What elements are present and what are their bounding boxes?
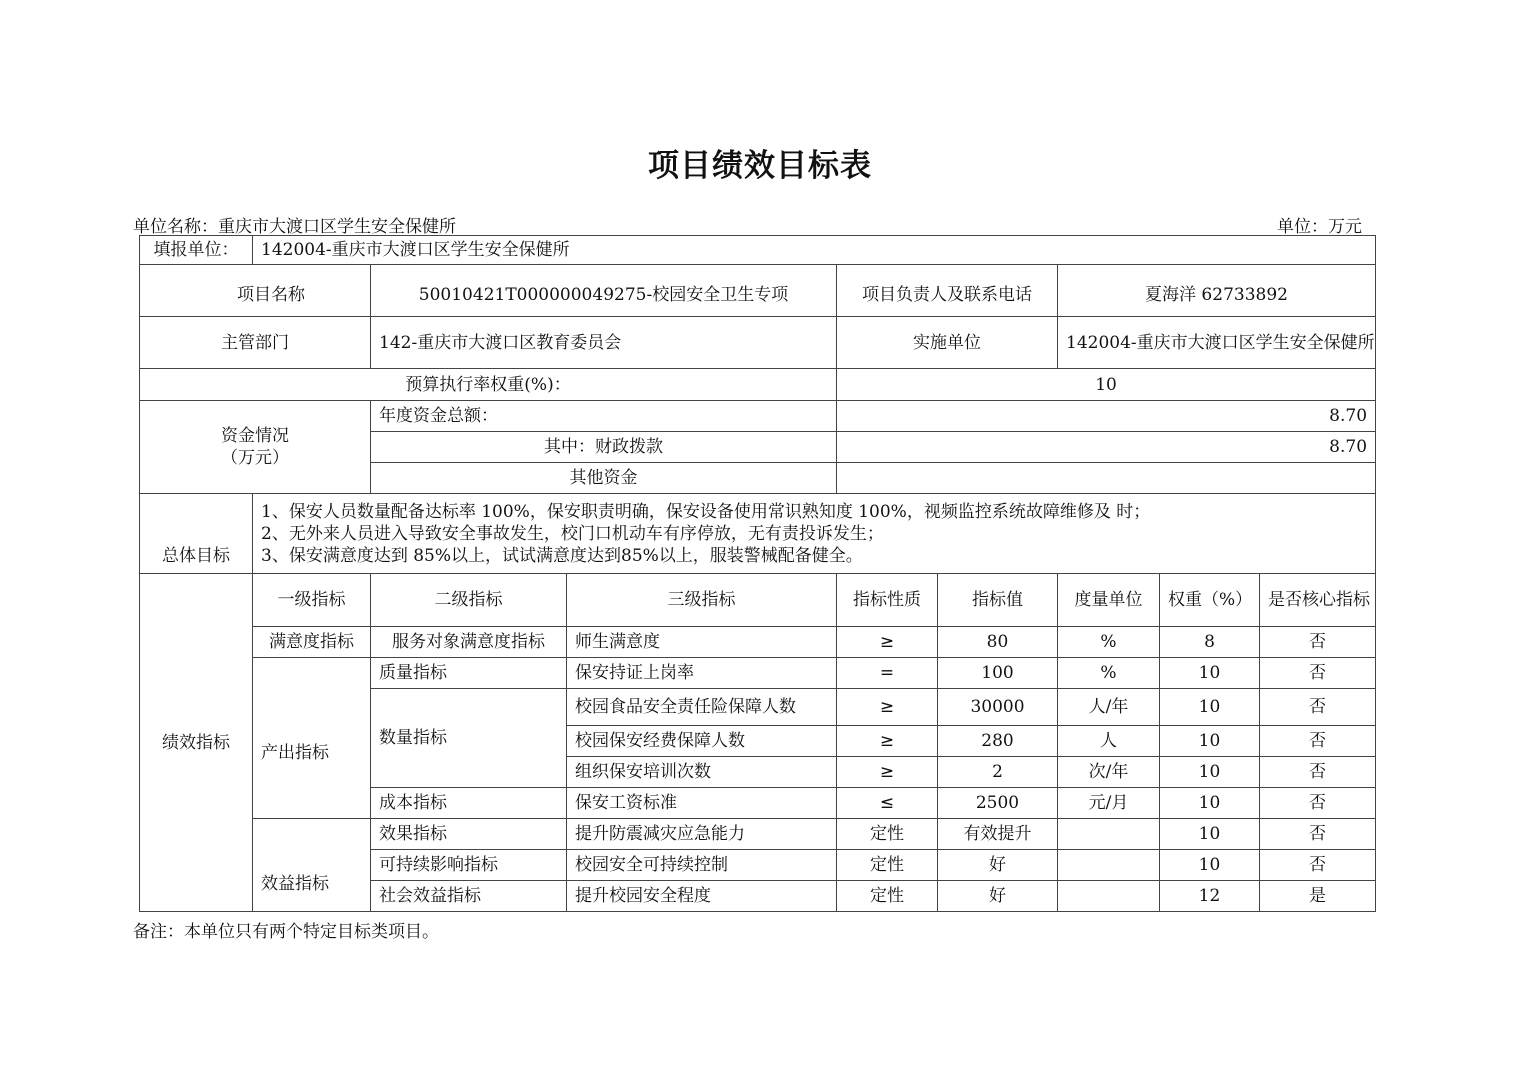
nature-cell: ≤: [837, 788, 938, 819]
level2-social: 社会效益指标: [371, 881, 567, 912]
level3-cell: 校园安全可持续控制: [567, 850, 837, 881]
weight-cell: 10: [1160, 788, 1260, 819]
performance-target-table: [139, 235, 1376, 912]
unit-cell: [1058, 850, 1160, 881]
value-cell: 280: [938, 726, 1058, 757]
dept-row: [140, 317, 1376, 369]
fill-unit-value: 142004-重庆市大渡口区学生安全保健所: [253, 236, 1376, 265]
value-cell: 80: [938, 627, 1058, 658]
impl-unit-value: 142004-重庆市大渡口区学生安全保健所: [1058, 317, 1376, 369]
nature-cell: ≥: [837, 689, 938, 726]
project-name-label: 项目名称: [140, 265, 371, 317]
header-level2: 二级指标: [371, 574, 567, 627]
value-cell: 好: [938, 850, 1058, 881]
core-cell: 否: [1260, 757, 1376, 788]
value-cell: 2500: [938, 788, 1058, 819]
indicator-section-label: 绩效指标: [140, 574, 253, 912]
level2-service: 服务对象满意度指标: [371, 627, 567, 658]
core-cell: 否: [1260, 819, 1376, 850]
weight-cell: 10: [1160, 850, 1260, 881]
funds-other-label: 其他资金: [371, 463, 837, 494]
nature-cell: 定性: [837, 881, 938, 912]
level3-cell: 保安工资标准: [567, 788, 837, 819]
core-cell: 否: [1260, 850, 1376, 881]
unit-cell: [1058, 881, 1160, 912]
core-cell: 否: [1260, 689, 1376, 726]
overall-goal-label: 总体目标: [140, 494, 253, 574]
funds-other-value: [837, 463, 1376, 494]
weight-cell: 10: [1160, 689, 1260, 726]
funds-label-line1: 资金情况: [221, 426, 289, 446]
value-cell: 30000: [938, 689, 1058, 726]
page-title: 项目绩效目标表: [648, 148, 872, 184]
unit-cell: %: [1058, 658, 1160, 689]
level2-quality: 质量指标: [371, 658, 567, 689]
currency-unit-line: 单位：万元: [1277, 217, 1362, 237]
table-row: [140, 658, 1376, 689]
unit-cell: %: [1058, 627, 1160, 658]
overall-goal-item: 3、保安满意度达到 85%以上，试试满意度达到85%以上，服装警械配备健全。: [261, 545, 863, 566]
unit-cell: 次/年: [1058, 757, 1160, 788]
weight-cell: 12: [1160, 881, 1260, 912]
overall-goal-text: [253, 494, 1376, 574]
nature-cell: =: [837, 658, 938, 689]
level3-cell: 校园保安经费保障人数: [567, 726, 837, 757]
core-cell: 否: [1260, 726, 1376, 757]
level3-cell: 保安持证上岗率: [567, 658, 837, 689]
budget-weight-row: [140, 369, 1376, 401]
nature-cell: ≥: [837, 757, 938, 788]
header-weight: 权重（%）: [1160, 574, 1260, 627]
unit-cell: 人/年: [1058, 689, 1160, 726]
unit-cell: 人: [1058, 726, 1160, 757]
funds-total-row: [140, 401, 1376, 432]
project-row: [140, 265, 1376, 317]
level1-output: 产出指标: [253, 658, 371, 819]
value-cell: 有效提升: [938, 819, 1058, 850]
funds-total-label: 年度资金总额：: [371, 401, 837, 432]
level3-cell: 组织保安培训次数: [567, 757, 837, 788]
funds-fiscal-label: 其中：财政拨款: [371, 432, 837, 463]
header-nature: 指标性质: [837, 574, 938, 627]
level1-benefit: 效益指标: [253, 819, 371, 912]
footnote: 备注：本单位只有两个特定目标类项目。: [133, 922, 439, 942]
level2-effect: 效果指标: [371, 819, 567, 850]
budget-weight-value: 10: [837, 369, 1376, 401]
unit-cell: [1058, 819, 1160, 850]
level2-quantity: 数量指标: [371, 689, 567, 788]
weight-cell: 10: [1160, 726, 1260, 757]
unit-cell: 元/月: [1058, 788, 1160, 819]
funds-label: [140, 401, 371, 494]
value-cell: 2: [938, 757, 1058, 788]
level2-cost: 成本指标: [371, 788, 567, 819]
level3-cell: 提升校园安全程度: [567, 881, 837, 912]
overall-goal-item: 2、无外来人员进入导致安全事故发生，校门口机动车有序停放，无有责投诉发生；: [261, 523, 884, 544]
funds-fiscal-value: 8.70: [837, 432, 1376, 463]
dept-value: 142-重庆市大渡口区教育委员会: [371, 317, 837, 369]
project-contact-label: 项目负责人及联系电话: [837, 265, 1058, 317]
indicator-header-row: [140, 574, 1376, 627]
nature-cell: ≥: [837, 627, 938, 658]
header-core: 是否核心指标: [1260, 574, 1376, 627]
dept-label: 主管部门: [140, 317, 371, 369]
weight-cell: 10: [1160, 819, 1260, 850]
funds-total-value: 8.70: [837, 401, 1376, 432]
budget-weight-label: 预算执行率权重(%)：: [140, 369, 837, 401]
unit-name-line: 单位名称：重庆市大渡口区学生安全保健所: [133, 217, 456, 237]
core-cell: 否: [1260, 788, 1376, 819]
header-unit: 度量单位: [1058, 574, 1160, 627]
core-cell: 否: [1260, 627, 1376, 658]
weight-cell: 10: [1160, 658, 1260, 689]
project-name-value: 50010421T000000049275-校园安全卫生专项: [371, 265, 837, 317]
nature-cell: 定性: [837, 819, 938, 850]
table-row: [140, 819, 1376, 850]
fill-unit-row: [140, 236, 1376, 265]
weight-cell: 10: [1160, 757, 1260, 788]
overall-goal-item: 1、保安人员数量配备达标率 100%，保安职责明确，保安设备使用常识熟知度 100%，视频监控系统故障维修及 时；: [261, 501, 1151, 522]
header-level3: 三级指标: [567, 574, 837, 627]
overall-goal-row: [140, 494, 1376, 574]
impl-unit-label: 实施单位: [837, 317, 1058, 369]
table-row: [140, 627, 1376, 658]
header-level1: 一级指标: [253, 574, 371, 627]
value-cell: 100: [938, 658, 1058, 689]
project-contact-value: 夏海洋 62733892: [1058, 265, 1376, 317]
level2-sustain: 可持续影响指标: [371, 850, 567, 881]
level3-cell: 提升防震减灾应急能力: [567, 819, 837, 850]
nature-cell: ≥: [837, 726, 938, 757]
header-value: 指标值: [938, 574, 1058, 627]
fill-unit-label: 填报单位：: [140, 236, 253, 265]
value-cell: 好: [938, 881, 1058, 912]
weight-cell: 8: [1160, 627, 1260, 658]
core-cell: 是: [1260, 881, 1376, 912]
core-cell: 否: [1260, 658, 1376, 689]
funds-label-line2: （万元）: [221, 448, 289, 468]
level1-satisfaction: 满意度指标: [253, 627, 371, 658]
level3-cell: 校园食品安全责任险保障人数: [567, 689, 837, 726]
nature-cell: 定性: [837, 850, 938, 881]
level3-cell: 师生满意度: [567, 627, 837, 658]
